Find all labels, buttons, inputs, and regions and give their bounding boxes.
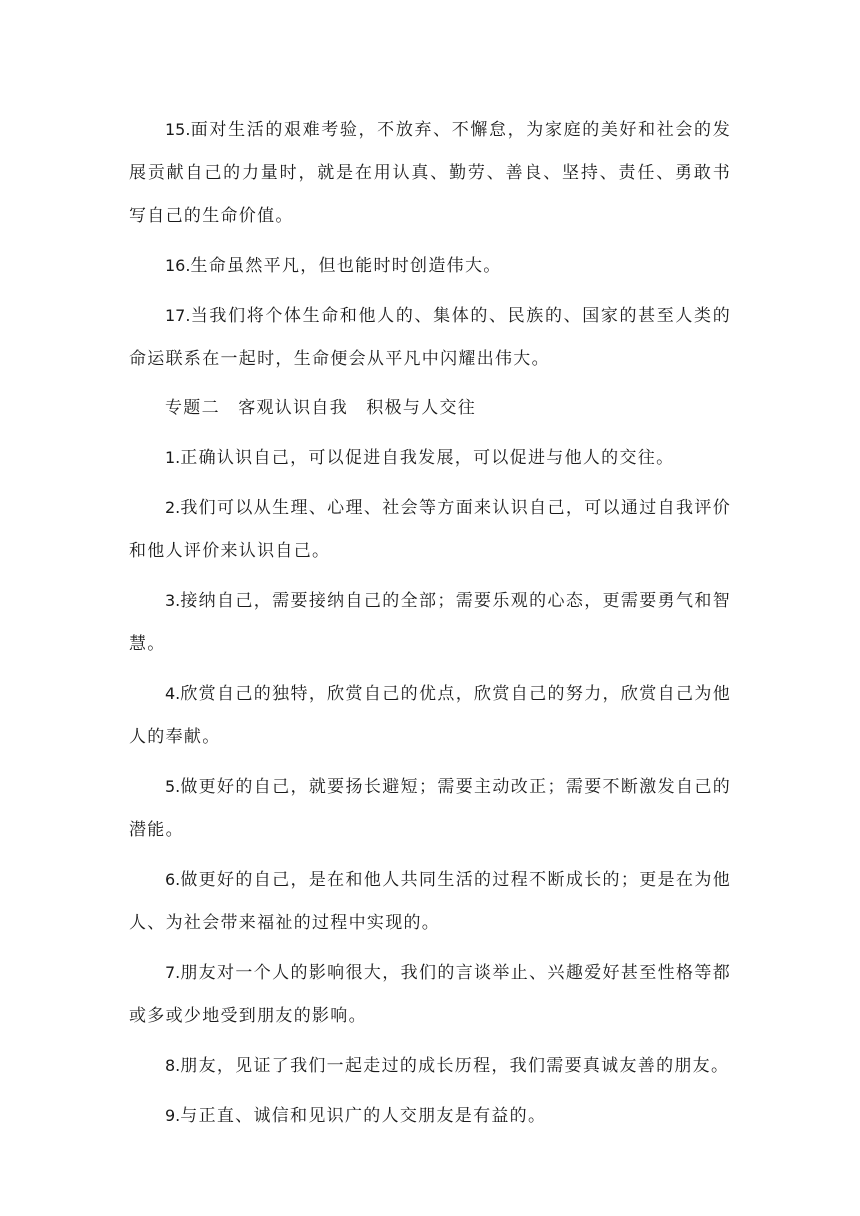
- item-number: 6.: [165, 870, 181, 889]
- paragraph-text: 生命虽然平凡，但也能时时创造伟大。: [190, 256, 502, 276]
- paragraph-6: [129, 858, 731, 945]
- item-number: 9.: [165, 1106, 181, 1125]
- paragraph-16: [129, 244, 731, 288]
- item-number: 5.: [165, 777, 181, 796]
- section-heading: [129, 387, 731, 430]
- paragraph-8: [129, 1044, 731, 1088]
- paragraph-2: [129, 486, 731, 573]
- paragraph-3: [129, 579, 731, 666]
- paragraph-15: [129, 108, 731, 238]
- paragraph-17: [129, 294, 731, 381]
- item-number: 4.: [165, 684, 181, 703]
- paragraph-text: 接纳自己，需要接纳自己的全部；需要乐观的心态，更需要勇气和智慧。: [129, 591, 731, 654]
- paragraph-7: [129, 951, 731, 1038]
- paragraph-9: [129, 1094, 731, 1138]
- paragraph-text: 当我们将个体生命和他人的、集体的、民族的、国家的甚至人类的命运联系在一起时，生命便会从平凡中闪耀出伟大。: [129, 306, 731, 369]
- item-number: 8.: [165, 1056, 181, 1075]
- section-heading-text: 专题二 客观认识自我 积极与人交往: [165, 398, 477, 418]
- paragraph-text: 欣赏自己的独特，欣赏自己的优点，欣赏自己的努力，欣赏自己为他人的奉献。: [129, 684, 731, 747]
- document-body: [129, 108, 731, 1144]
- item-number: 7.: [165, 963, 181, 982]
- item-number: 16.: [165, 256, 191, 275]
- paragraph-text: 面对生活的艰难考验，不放弃、不懈怠，为家庭的美好和社会的发展贡献自己的力量时，就是在用认真、勤劳、善良、坚持、责任、勇敢书写自己的生命价值。: [129, 120, 731, 226]
- paragraph-text: 与正直、诚信和见识广的人交朋友是有益的。: [180, 1106, 547, 1126]
- item-number: 17.: [165, 306, 191, 325]
- item-number: 2.: [165, 498, 181, 517]
- paragraph-text: 我们可以从生理、心理、社会等方面来认识自己，可以通过自我评价和他人评价来认识自己。: [129, 498, 731, 561]
- item-number: 1.: [165, 448, 181, 467]
- paragraph-text: 做更好的自己，是在和他人共同生活的过程不断成长的；更是在为他人、为社会带来福祉的过程中实现的。: [129, 870, 731, 933]
- paragraph-4: [129, 672, 731, 759]
- paragraph-text: 做更好的自己，就要扬长避短；需要主动改正；需要不断激发自己的潜能。: [129, 777, 731, 840]
- paragraph-text: 朋友，见证了我们一起走过的成长历程，我们需要真诚友善的朋友。: [180, 1056, 730, 1076]
- paragraph-1: [129, 436, 731, 480]
- paragraph-text: 朋友对一个人的影响很大，我们的言谈举止、兴趣爱好甚至性格等都或多或少地受到朋友的影响。: [129, 963, 731, 1026]
- paragraph-5: [129, 765, 731, 852]
- paragraph-text: 正确认识自己，可以促进自我发展，可以促进与他人的交往。: [180, 448, 675, 468]
- item-number: 3.: [165, 591, 181, 610]
- item-number: 15.: [165, 120, 191, 139]
